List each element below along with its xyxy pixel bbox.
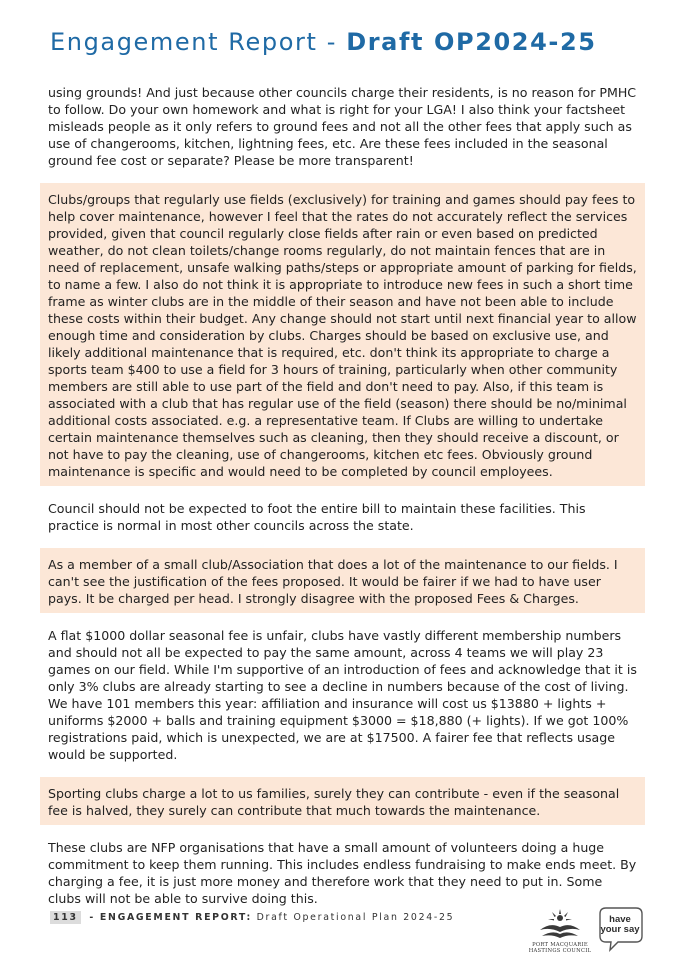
- footer-subtitle: Draft Operational Plan 2024-25: [256, 912, 455, 923]
- have-your-say-badge: [598, 906, 644, 952]
- comment-paragraph-2: Clubs/groups that regularly use fields (exclusively) for training and games should pay fees to help cover maintenance, however I feel that the rates do not accurately reflect the services provided, given that council regularly close fields after rain or even based on predicted weather, do not clean toilets/change rooms regularly, do not maintain fences that are in need of replacement, unsafe walking paths/steps or appropriate amount of parking for fields, to name a few. I also do not think it is appropriate to introduce new fees in such a short time frame as winter clubs are in the middle of their season and have not been able to include these costs within their budget. Any change should not start until next financial year to allow enough time and consideration by clubs. Charges should be based on exclusive use, and likely additional maintenance that is required, etc. don't think its appropriate to charge a sports team $400 to use a field for 3 hours of training, particularly when other community members are still able to use part of the field and don't need to pay. Also, if this team is associated with a club that has regular use of the field (season) there should be no/minimal additional costs associated. e.g. a representative team. If Clubs are willing to undertake certain maintenance themselves such as cleaning, then they should receive a discount, or not have to pay the cleaning, use of changerooms, kitchen etc fees. Obviously ground maintenance is specific and would need to be completed by council employees.: [40, 183, 645, 486]
- comment-paragraph-7: These clubs are NFP organisations that have a small amount of volunteers doing a huge commitment to keep them running. This includes endless fundraising to make ends meet. By charging a fee, it is just more money and therefore work that they need to put in. Some clubs will not be able to survive doing this.: [48, 840, 637, 906]
- page-title-bold: Draft OP2024-25: [346, 28, 597, 56]
- page-number: 113: [50, 911, 81, 924]
- have-your-say-line2: your say: [600, 924, 640, 935]
- comment-paragraph-4: As a member of a small club/Association that does a lot of the maintenance to our fields. I can't see the justification of the fees proposed. It would be fairer if we had to have user pays. It be charged per head. I strongly disagree with the proposed Fees & Charges.: [40, 548, 645, 613]
- have-your-say-line1: have: [609, 914, 631, 925]
- council-logo-line2: HASTINGS COUNCIL: [528, 948, 592, 954]
- comment-paragraph-3: Council should not be expected to foot the entire bill to maintain these facilities. This practice is normal in most other councils across the state.: [48, 501, 586, 533]
- comment-paragraph-5: A flat $1000 dollar seasonal fee is unfair, clubs have vastly different membership numbers and should not all be expected to pay the same amount, across 4 teams we will play 23 games on our field. While I'm supportive of an introduction of fees and acknowledge that it is only 3% clubs are already starting to see a decline in numbers because of the cost of living. We have 101 members this year: affiliation and insurance will cost us $13880 + lights + uniforms $2000 + balls and training equipment $3000 = $18,880 (+ lights). If we got 100% registrations paid, which is unexpected, we are at $17500. A fairer fee that reflects usage would be supported.: [48, 628, 637, 762]
- have-your-say-text: [598, 915, 642, 935]
- council-logo: [528, 908, 592, 958]
- comment-paragraph-1: using grounds! And just because other councils charge their residents, is no reason for PMHC to follow. Do your own homework and what is right for your LGA! I also think your factsheet misleads people as it only refers to ground fees and not all the other fees that apply such as use of changerooms, kitchen, lightning fees, etc. Are these fees included in the seasonal ground fee cost or separate? Please be more transparent!: [48, 85, 637, 168]
- page-title: [50, 28, 597, 56]
- council-logo-line1: PORT MACQUARIE: [532, 942, 588, 948]
- page-title-prefix: Engagement Report -: [50, 28, 347, 56]
- footer-label: - ENGAGEMENT REPORT:: [89, 912, 252, 923]
- page-footer: [50, 912, 454, 923]
- comment-paragraph-6: Sporting clubs charge a lot to us families, surely they can contribute - even if the seasonal fee is halved, they surely can contribute that much towards the maintenance.: [40, 777, 645, 825]
- council-logo-icon: [528, 908, 592, 942]
- council-logo-text: [528, 942, 592, 954]
- comments-body: [40, 84, 645, 921]
